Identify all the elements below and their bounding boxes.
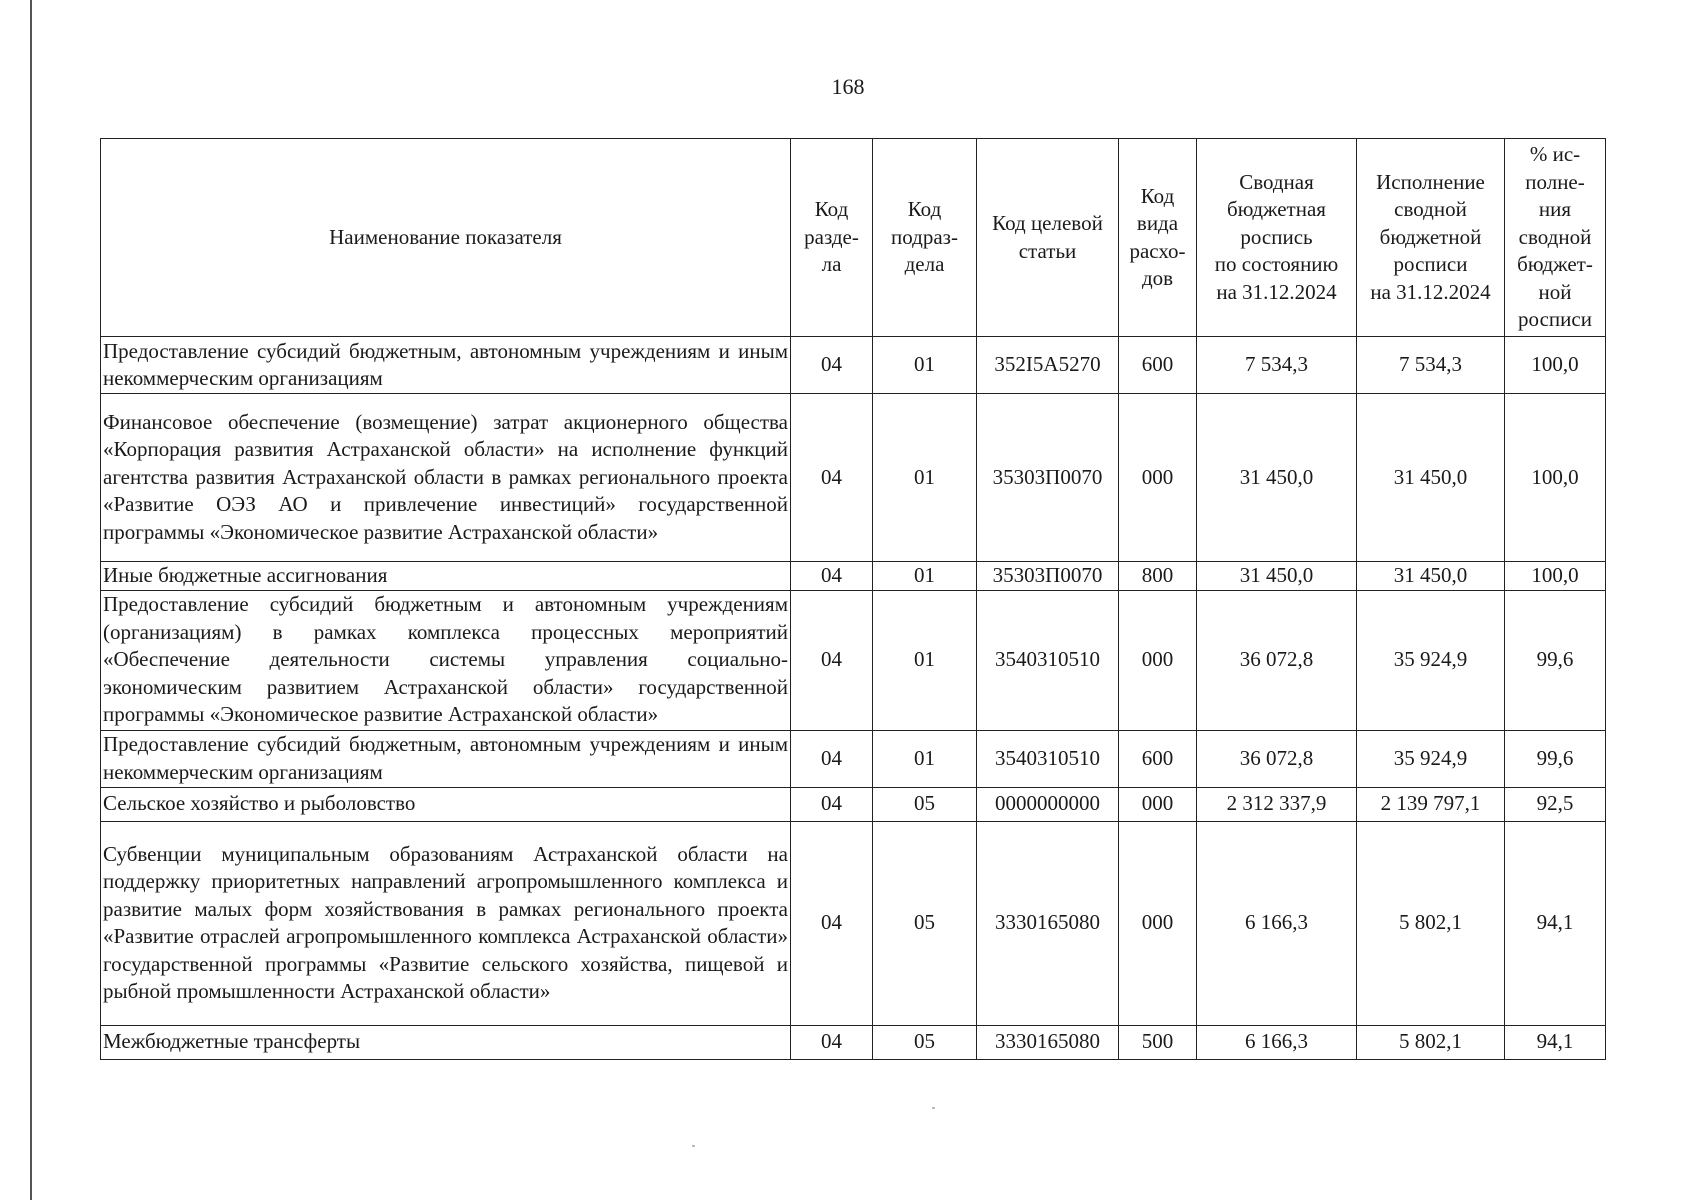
header-execution-percent: % ис- полне- ния сводной бюджет- ной росписи [1505, 139, 1606, 337]
row-expense-kind-code: 600 [1119, 337, 1197, 394]
row-budget-plan: 36 072,8 [1197, 590, 1357, 730]
row-budget-execution: 31 450,0 [1357, 562, 1505, 591]
row-budget-plan: 7 534,3 [1197, 337, 1357, 394]
table-header-row [101, 139, 1606, 337]
header-budget-plan: Сводная бюджетная роспись по состоянию на 31.12.2024 [1197, 139, 1357, 337]
table-row [101, 1025, 1606, 1059]
row-expense-kind-code: 000 [1119, 394, 1197, 562]
row-name: Сельское хозяйство и рыболовство [101, 787, 791, 821]
row-name: Предоставление субсидий бюджетным, автономным учреждениям и иным некоммерческим организациям [101, 730, 791, 787]
row-target-code: 3540310510 [977, 590, 1119, 730]
header-subsection-code: Код подраз- дела [873, 139, 977, 337]
header-budget-execution: Исполнение сводной бюджетной росписи на 31.12.2024 [1357, 139, 1505, 337]
budget-table [100, 138, 1606, 1060]
row-name: Предоставление субсидий бюджетным и автономным учреждениям (организациям) в рамках комплекса процессных мероприятий «Обеспечение деятельности системы управления социально-экономическим развитием Астраханской области» государственной программы «Экономическое развитие Астраханской области» [101, 590, 791, 730]
row-budget-plan: 31 450,0 [1197, 394, 1357, 562]
row-execution-percent: 94,1 [1505, 821, 1606, 1025]
table-row [101, 337, 1606, 394]
row-budget-execution: 35 924,9 [1357, 590, 1505, 730]
row-target-code: 35303П0070 [977, 394, 1119, 562]
row-section-code: 04 [791, 821, 873, 1025]
row-subsection-code: 05 [873, 787, 977, 821]
table-row [101, 730, 1606, 787]
table-row [101, 562, 1606, 591]
row-subsection-code: 05 [873, 1025, 977, 1059]
row-target-code: 35303П0070 [977, 562, 1119, 591]
row-name: Субвенции муниципальным образованиям Астраханской области на поддержку приоритетных направлений агропромышленного комплекса и развитие малых форм хозяйствования в рамках регионального проекта «Развитие отраслей агропромышленного комплекса Астраханской области» государственной программы «Развитие сельского хозяйства, пищевой и рыбной промышленности Астраханской области» [101, 821, 791, 1025]
row-budget-execution: 5 802,1 [1357, 1025, 1505, 1059]
header-name: Наименование показателя [101, 139, 791, 337]
row-name: Межбюджетные трансферты [101, 1025, 791, 1059]
row-budget-execution: 31 450,0 [1357, 394, 1505, 562]
row-target-code: 3540310510 [977, 730, 1119, 787]
row-section-code: 04 [791, 562, 873, 591]
row-expense-kind-code: 000 [1119, 590, 1197, 730]
row-section-code: 04 [791, 787, 873, 821]
row-subsection-code: 01 [873, 394, 977, 562]
table-row [101, 394, 1606, 562]
row-section-code: 04 [791, 394, 873, 562]
row-subsection-code: 01 [873, 562, 977, 591]
row-budget-execution: 5 802,1 [1357, 821, 1505, 1025]
row-subsection-code: 01 [873, 337, 977, 394]
scan-left-edge [30, 0, 32, 1200]
row-expense-kind-code: 000 [1119, 821, 1197, 1025]
row-execution-percent: 100,0 [1505, 394, 1606, 562]
row-expense-kind-code: 000 [1119, 787, 1197, 821]
row-budget-execution: 2 139 797,1 [1357, 787, 1505, 821]
row-budget-plan: 6 166,3 [1197, 1025, 1357, 1059]
table-row [101, 787, 1606, 821]
row-execution-percent: 100,0 [1505, 562, 1606, 591]
row-name: Предоставление субсидий бюджетным, автономным учреждениям и иным некоммерческим организациям [101, 337, 791, 394]
row-section-code: 04 [791, 590, 873, 730]
row-execution-percent: 99,6 [1505, 730, 1606, 787]
row-target-code: 0000000000 [977, 787, 1119, 821]
row-subsection-code: 01 [873, 730, 977, 787]
row-execution-percent: 94,1 [1505, 1025, 1606, 1059]
row-budget-execution: 35 924,9 [1357, 730, 1505, 787]
table-row [101, 590, 1606, 730]
row-target-code: 352I5A5270 [977, 337, 1119, 394]
row-target-code: 3330165080 [977, 821, 1119, 1025]
row-section-code: 04 [791, 730, 873, 787]
row-name: Иные бюджетные ассигнования [101, 562, 791, 591]
scan-speck [692, 1145, 695, 1147]
row-budget-plan: 6 166,3 [1197, 821, 1357, 1025]
row-expense-kind-code: 500 [1119, 1025, 1197, 1059]
row-budget-execution: 7 534,3 [1357, 337, 1505, 394]
table-row [101, 821, 1606, 1025]
row-budget-plan: 31 450,0 [1197, 562, 1357, 591]
row-section-code: 04 [791, 337, 873, 394]
page-number: 168 [831, 74, 865, 99]
header-expense-kind-code: Код вида расхо- дов [1119, 139, 1197, 337]
header-target-code: Код целевой статьи [977, 139, 1119, 337]
row-expense-kind-code: 600 [1119, 730, 1197, 787]
row-expense-kind-code: 800 [1119, 562, 1197, 591]
scan-speck [932, 1107, 935, 1109]
row-budget-plan: 2 312 337,9 [1197, 787, 1357, 821]
row-execution-percent: 92,5 [1505, 787, 1606, 821]
row-subsection-code: 05 [873, 821, 977, 1025]
row-execution-percent: 100,0 [1505, 337, 1606, 394]
row-subsection-code: 01 [873, 590, 977, 730]
row-name: Финансовое обеспечение (возмещение) затрат акционерного общества «Корпорация развития Астраханской области» на исполнение функций агентства развития Астраханской области в рамках регионального проекта «Развитие ОЭЗ АО и привлечение инвестиций» государственной программы «Экономическое развитие Астраханской области» [101, 394, 791, 562]
row-section-code: 04 [791, 1025, 873, 1059]
row-target-code: 3330165080 [977, 1025, 1119, 1059]
header-section-code: Код разде- ла [791, 139, 873, 337]
row-budget-plan: 36 072,8 [1197, 730, 1357, 787]
row-execution-percent: 99,6 [1505, 590, 1606, 730]
